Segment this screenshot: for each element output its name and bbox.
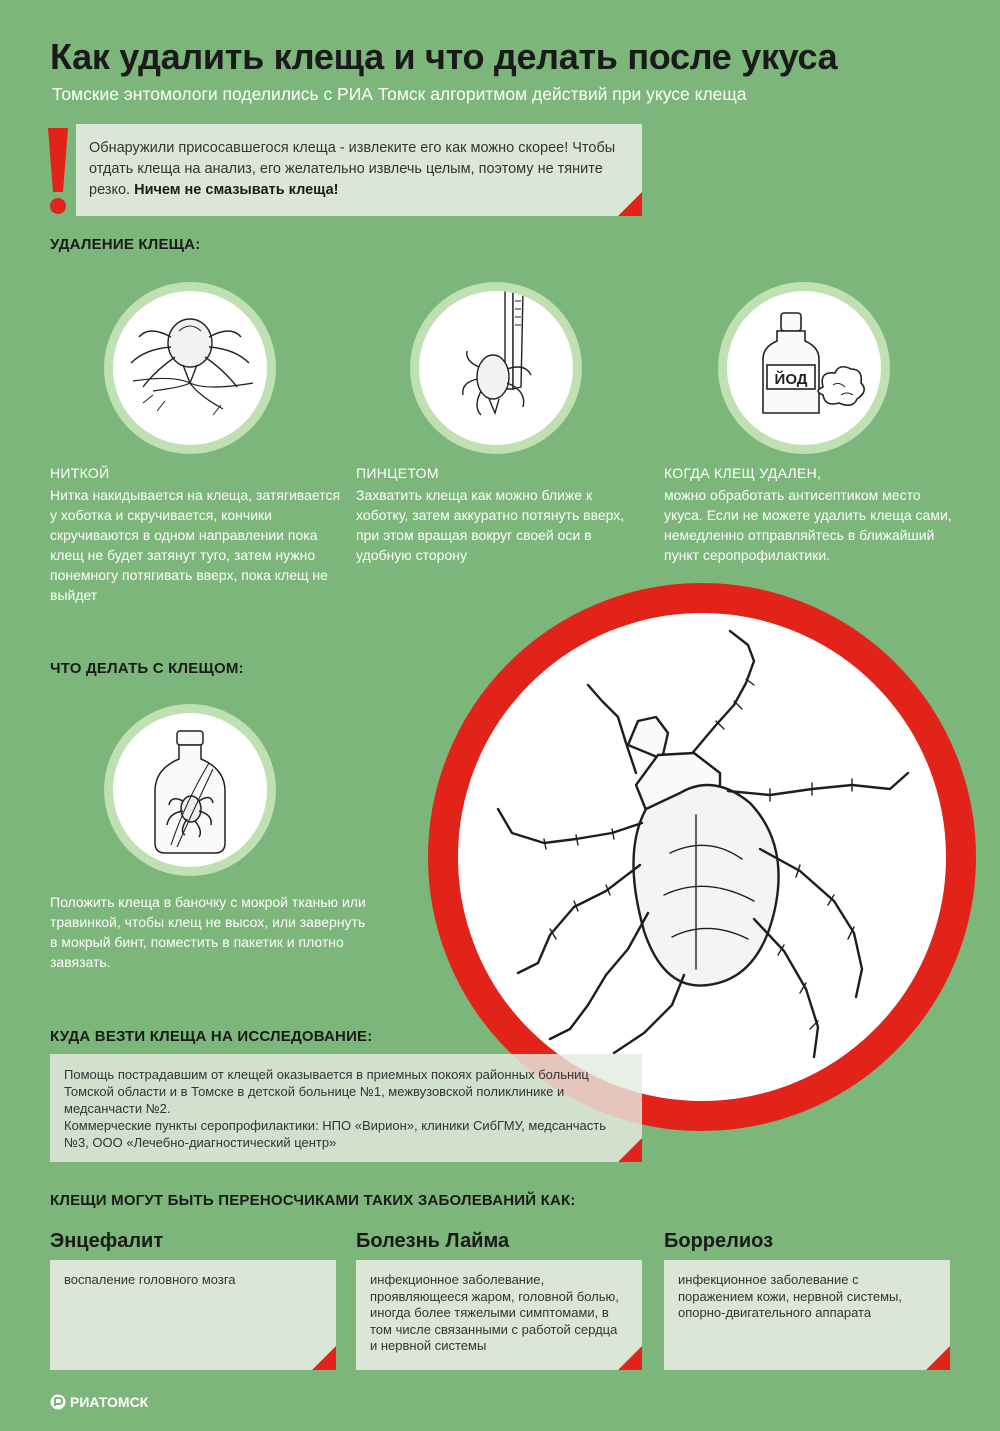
thread-method-text: Нитка накидывается на клеща, затягивается у хоботка и скручивается, кончики скручиваются в одном направлении пока клещ не будет затянут туго, затем нужно понемногу потягивать вверх, пока клещ не выйдет xyxy=(50,487,341,603)
note-corner-icon xyxy=(312,1346,336,1370)
logo-text: РИАТОМСК xyxy=(70,1394,149,1410)
tick-with-thread-icon xyxy=(113,291,267,445)
note-corner-icon xyxy=(618,1346,642,1370)
disease-note-lyme xyxy=(356,1260,642,1370)
what-to-do-heading: ЧТО ДЕЛАТЬ С КЛЕЩОМ: xyxy=(50,660,244,677)
disease-note-borreliosis xyxy=(664,1260,950,1370)
warning-text: Обнаружили присосавшегося клеща - извлеките его как можно скорее! Чтобы отдать клеща на анализ, его желательно извлечь целым, поэтому не тяните резко. xyxy=(89,140,616,198)
disease-note-encephalitis xyxy=(50,1260,336,1370)
logo-mark-icon xyxy=(50,1394,66,1410)
after-removal-title: КОГДА КЛЕЩ УДАЛЕН, xyxy=(664,465,822,481)
disease-text-encephalitis: воспаление головного мозга xyxy=(64,1272,236,1287)
page-subtitle: Томские энтомологи поделились с РИА Томск алгоритмом действий при укусе клеща xyxy=(52,84,747,104)
note-corner-icon xyxy=(926,1346,950,1370)
tick-illustration-icon xyxy=(458,613,946,1101)
destination-text-hospitals: Помощь пострадавшим от клещей оказывается в приемных покоях районных больниц Томской области и в Томске в детской больнице №1, межвузовской поликлинике и медсанчасти №2. xyxy=(64,1067,589,1116)
disease-name-encephalitis: Энцефалит xyxy=(50,1230,164,1252)
destination-note xyxy=(50,1054,642,1162)
jar-illustration xyxy=(104,704,276,876)
big-tick-circle xyxy=(428,583,976,1131)
exclamation-icon xyxy=(40,126,76,218)
tweezers-method-text: Захватить клеща как можно ближе к хоботку, затем аккуратно потянуть вверх, при этом вращая вокруг своей оси в удобную сторону xyxy=(356,487,625,563)
tweezers-method-illustration xyxy=(410,282,582,454)
after-removal-text: можно обработать антисептиком место укуса. Если не можете удалить клеща сами, немедленно отправляйтесь в ближайший пункт серопрофилактики. xyxy=(664,487,952,563)
warning-bold-text: Ничем не смазывать клеща! xyxy=(134,182,339,198)
thread-method-illustration xyxy=(104,282,276,454)
thread-method-title: НИТКОЙ xyxy=(50,465,110,481)
disease-text-borreliosis: инфекционное заболевание с поражением кожи, нервной системы, опорно-двигательного аппарата xyxy=(678,1272,902,1320)
tweezers-tick-icon xyxy=(419,291,573,445)
iodine-illustration xyxy=(718,282,890,454)
tweezers-method-title: ПИНЦЕТОМ xyxy=(356,465,439,481)
disease-name-lyme: Болезнь Лайма xyxy=(356,1230,510,1252)
note-corner-icon xyxy=(618,192,642,216)
iodine-label: ЙОД xyxy=(774,371,808,388)
disease-name-borreliosis: Боррелиоз xyxy=(664,1230,774,1252)
what-to-do-text: Положить клеща в баночку с мокрой тканью или травинкой, чтобы клещ не высох, или завернуть в мокрый бинт, поместить в пакетик и плотно завязать. xyxy=(50,894,366,970)
removal-heading: УДАЛЕНИЕ КЛЕЩА: xyxy=(50,236,201,253)
destination-text-commercial: Коммерческие пункты серопрофилактики: НПО «Вирион», клиники СибГМУ, медсанчасть №3, ООО «Лечебно-диагностический центр» xyxy=(64,1118,606,1150)
destination-heading: КУДА ВЕЗТИ КЛЕЩА НА ИССЛЕДОВАНИЕ: xyxy=(50,1028,373,1045)
disease-text-lyme: инфекционное заболевание, проявляющееся жаром, головной болью, иногда более тяжелыми симптомами, в том числе связанными с работой сердца и нервной системы xyxy=(370,1272,619,1353)
ria-tomsk-logo xyxy=(50,1394,148,1410)
note-corner-icon xyxy=(618,1138,642,1162)
jar-with-tick-icon xyxy=(113,713,267,867)
iodine-bottle-icon xyxy=(727,291,881,445)
warning-note xyxy=(76,124,642,216)
page-title: Как удалить клеща и что делать после укуса xyxy=(50,36,838,77)
diseases-heading: КЛЕЩИ МОГУТ БЫТЬ ПЕРЕНОСЧИКАМИ ТАКИХ ЗАБОЛЕВАНИЙ КАК: xyxy=(50,1192,576,1209)
